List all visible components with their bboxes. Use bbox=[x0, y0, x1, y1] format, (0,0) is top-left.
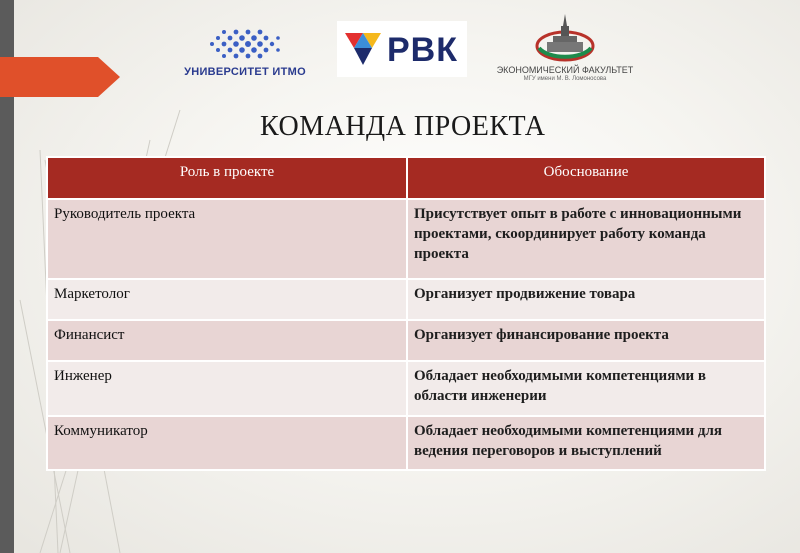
role-cell: Руководитель проекта bbox=[47, 199, 407, 279]
reason-cell: Обладает необходимыми компетенциями для ведения переговоров и выступлений bbox=[407, 416, 765, 470]
reason-cell: Присутствует опыт в работе с инновационными проектами, скоординирует работу команда проекта bbox=[407, 199, 765, 279]
table-row bbox=[47, 279, 765, 320]
rvk-logo-text: РВК bbox=[387, 31, 458, 69]
accent-arrow-shape bbox=[0, 57, 120, 97]
role-cell: Инженер bbox=[47, 361, 407, 416]
rvk-triangles-icon bbox=[345, 31, 381, 67]
econ-faculty-subtitle: МГУ имени М. В. Ломоносова bbox=[523, 76, 607, 82]
reason-cell: Организует финансирование проекта bbox=[407, 320, 765, 361]
msu-building-icon bbox=[535, 12, 595, 64]
role-cell: Коммуникатор bbox=[47, 416, 407, 470]
header-reason: Обоснование bbox=[407, 157, 765, 199]
itmo-dots-icon bbox=[208, 26, 282, 62]
team-table bbox=[46, 156, 766, 471]
reason-cell: Обладает необходимыми компетенциями в области инженерии bbox=[407, 361, 765, 416]
table-header-row bbox=[47, 157, 765, 199]
itmo-logo bbox=[170, 26, 320, 82]
reason-cell: Организует продвижение товара bbox=[407, 279, 765, 320]
header-role: Роль в проекте bbox=[47, 157, 407, 199]
table-row bbox=[47, 416, 765, 470]
table-row bbox=[47, 199, 765, 279]
role-cell: Финансист bbox=[47, 320, 407, 361]
rvk-logo bbox=[337, 21, 467, 77]
itmo-logo-text: УНИВЕРСИТЕТ ИТМО bbox=[184, 66, 306, 78]
economics-faculty-logo bbox=[490, 12, 640, 88]
table-row bbox=[47, 320, 765, 361]
table-row bbox=[47, 361, 765, 416]
role-cell: Маркетолог bbox=[47, 279, 407, 320]
page-title: КОМАНДА ПРОЕКТА bbox=[260, 111, 546, 142]
econ-faculty-title: ЭКОНОМИЧЕСКИЙ ФАКУЛЬТЕТ bbox=[496, 65, 634, 75]
